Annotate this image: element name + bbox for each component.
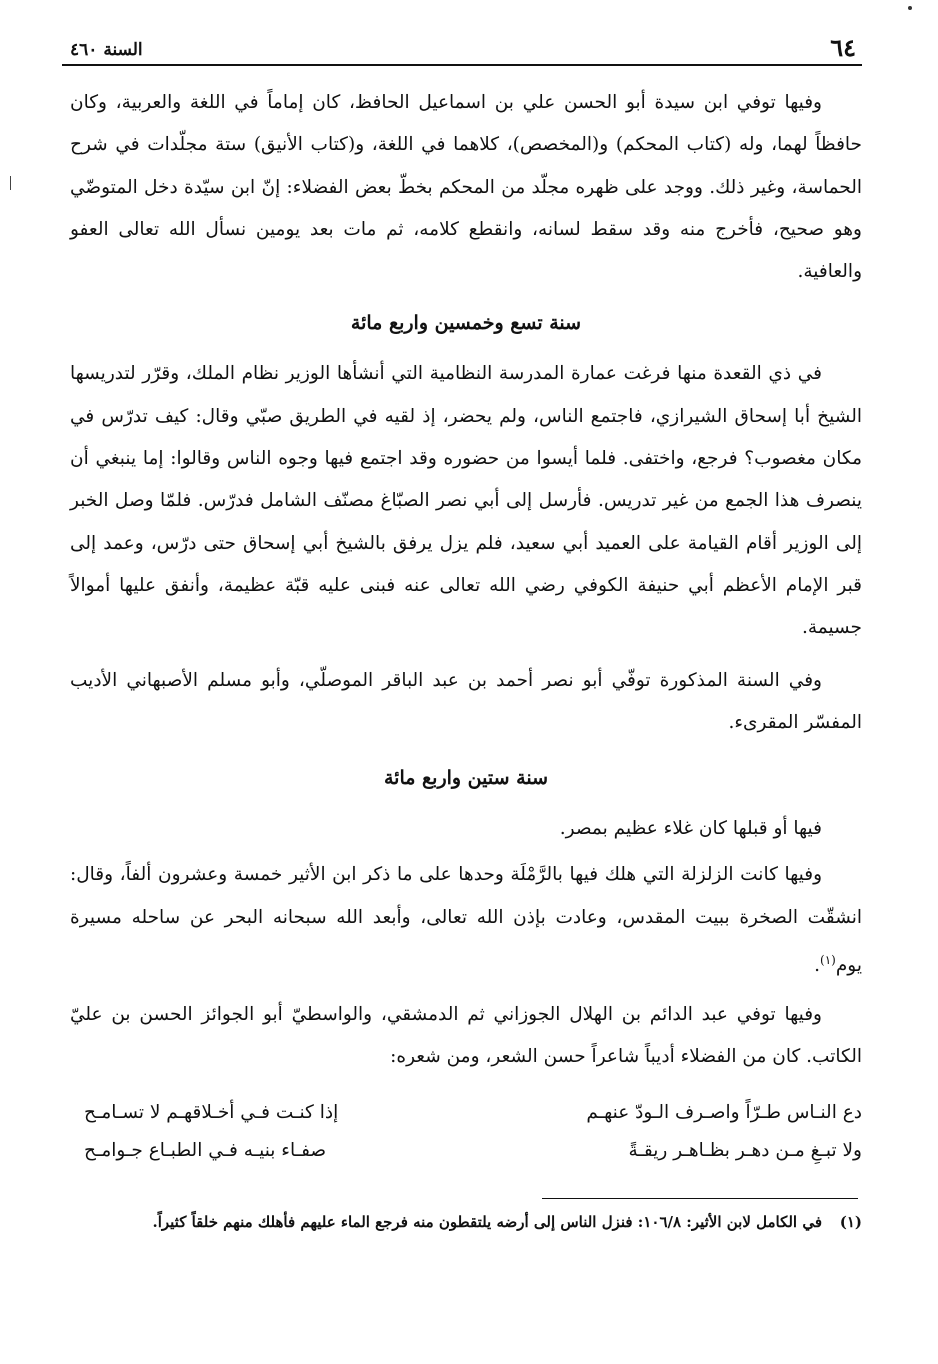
paragraph-nizamiyya: في ذي القعدة منها فرغت عمارة المدرسة النظامية التي أنشأها الوزير نظام الملك، وقرّر لتدريسها الشيخ أبا إسحاق الشيرازي، فاجتمع الناس، ولم يحضر، إذ لقيه في الطريق صبّي وقال: كيف تدرّس في مكان مغصوب؟ فرجع، واختفى. فلما أيسوا من حضوره وقد اجتمع فيها وجوه الناس وقالوا: إما ينبغي أن ينصرف هذا الجمع من غير تدريس. فأرسل إلى أبي نصر الصبّاغ مصنّف الشامل فدرّس. فلمّا وصل الخبر إلى الوزير أقام القيامة على العميد أبي سعيد، فلم يزل يرفق بالشيخ أبي إسحاق حتى درّس، وعمد إلى قبر الإمام الأعظم أبي حنيفة الكوفي رضي الله تعالى عنه فبنى عليه قبّة عظيمة، وأنفق عليها أموالاً جسيمة.	[70, 363, 862, 639]
page-header	[62, 28, 862, 66]
scan-margin-mark	[10, 176, 11, 190]
section-heading-year-460: سنة ستين واربع مائة	[383, 767, 548, 790]
scan-speck	[908, 6, 912, 10]
paragraph-famine: فيها أو قبلها كان غلاء عظيم بمصر.	[559, 818, 822, 840]
earthquake-text: وفيها كانت الزلزلة التي هلك فيها بالرَّمْلَة وحدها على ما ذكر ابن الأثير خمسة وعشرون ألفاً، وقال: انشقّت الصخرة ببيت المقدس، وعادت بإذن الله تعالى، وأبعد الله سبحانه البحر عن ساحله مسيرة يوم	[70, 864, 862, 977]
paragraph-earthquake	[70, 854, 862, 987]
poem-verse	[84, 1132, 862, 1170]
footnote-text: في الكامل لابن الأثير: ١٠٦/٨: فنزل الناس إلى أرضه يلتقطون منه فرجع الماء عليهم فأهلك منهم خلقاً كثيراً.	[152, 1213, 822, 1231]
hemistich-second: إذا كنـت فـي أخـلاقهـم لا تسـامـح	[84, 1102, 339, 1123]
poem-verse	[84, 1094, 862, 1132]
poem	[84, 1094, 862, 1170]
footnote-marker: (١)	[839, 1213, 862, 1231]
body-text	[70, 82, 862, 1078]
earthquake-end: .	[814, 955, 820, 977]
paragraph-deaths-459: وفي السنة المذكورة توفّي أبو نصر أحمد بن عبد الباقر الموصلّي، وأبو مسلم الأصبهاني الأديب المفسّر المقرىء.	[70, 669, 862, 733]
page-number: ٦٤	[830, 33, 856, 62]
hemistich-first: دع النـاس طـرّاً واصـرف الـودّ عنهـم	[586, 1102, 862, 1123]
running-head: السنة ٤٦٠	[70, 40, 143, 60]
footnote-divider	[542, 1198, 858, 1199]
paragraph-deaths-460: وفيها توفي عبد الدائم بن الهلال الجوزاني ثم الدمشقي، والواسطيّ أبو الجوائز الحسن بن عليّ الكاتب. كان من الفضلاء أديباً شاعراً حسن الشعر، ومن شعره:	[70, 1003, 862, 1067]
hemistich-first: ولا تبـغِ مـن دهـر بظـاهـر ريقـةً	[628, 1140, 862, 1161]
paragraph-ibn-sida: وفيها توفي ابن سيدة أبو الحسن علي بن اسماعيل الحافظ، كان إماماً في اللغة والعربية، وكان حافظاً لهما، وله (كتاب المحكم) و(المخصص)، كلاهما في اللغة، و(كتاب الأنيق) ستة مجلّدات في شرح الحماسة، وغير ذلك. ووجد على ظهره مجلّد من المحكم بخطّ بعض الفضلاء: إنّ ابن سيّدة دخل المتوضّي وهو صحيح، فأخرج منه وقد سقط لسانه، وانقطع كلامه، ثم مات بعد يومين نسأل الله تعالى العفو والعافية.	[70, 92, 862, 283]
footnote	[80, 1208, 862, 1236]
section-heading-year-459: سنة تسع وخمسين واربع مائة	[350, 312, 582, 335]
hemistich-second: صفـاء بنيـه فـي الطبـاع جـوامـح	[84, 1140, 327, 1161]
footnote-reference[interactable]: (١)	[820, 953, 836, 968]
